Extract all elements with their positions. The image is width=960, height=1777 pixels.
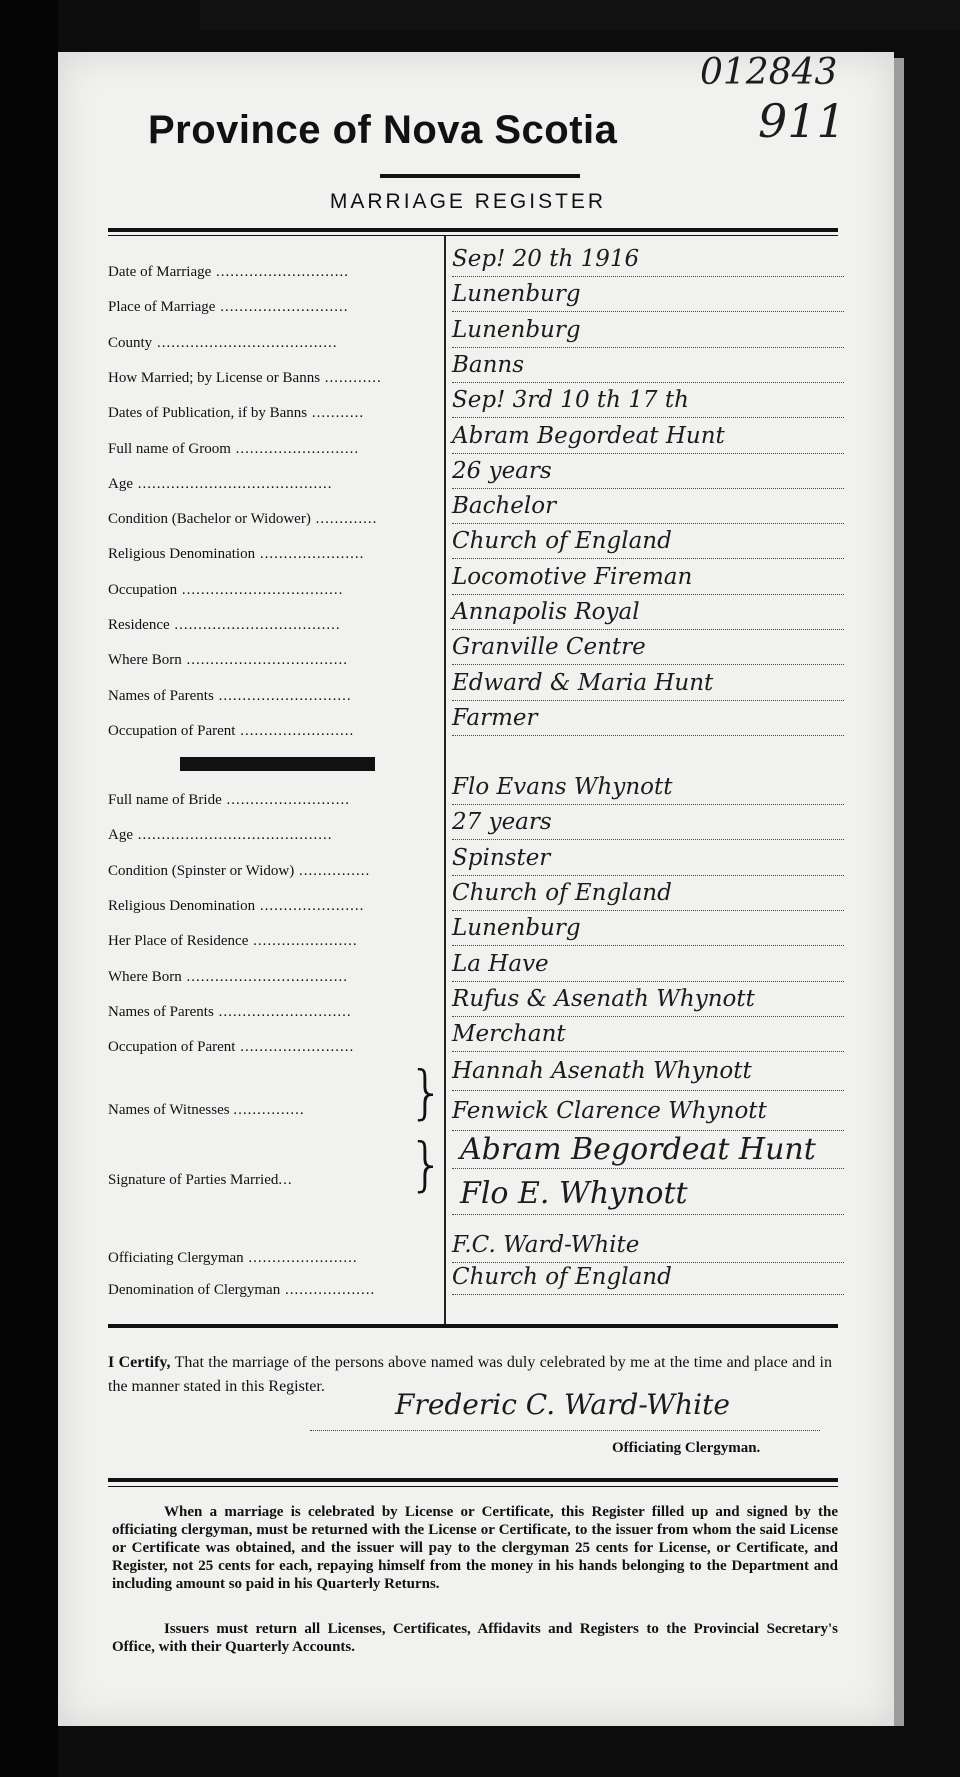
field-value: Locomotive Fireman [452, 563, 693, 590]
field-value: Bachelor [452, 493, 557, 520]
section-separator [180, 757, 375, 771]
body-rule [108, 1324, 838, 1328]
field-label: Where Born .................................. [108, 968, 348, 985]
field-value: Lunenburg [452, 915, 581, 942]
footer-rule-thin [108, 1486, 838, 1487]
field-line [452, 1294, 844, 1295]
certify-lead: I Certify, [108, 1354, 171, 1371]
signature-line [452, 1214, 844, 1215]
form-subtitle: MARRIAGE REGISTER [329, 190, 607, 213]
field-value: Rufus & Asenath Whynott [452, 985, 755, 1012]
footer-rule [108, 1478, 838, 1482]
field-label: Condition (Spinster or Widow) ............... [108, 862, 371, 879]
field-label: Occupation of Parent ........................ [108, 722, 355, 739]
clergy-signature: Frederic C. Ward-White [395, 1388, 730, 1421]
field-line [452, 804, 844, 805]
bride-signature: Flo E. Whynott [460, 1176, 688, 1211]
field-value: Edward & Maria Hunt [452, 669, 714, 696]
field-label: How Married; by License or Banns ............ [108, 369, 382, 386]
field-label: Condition (Bachelor or Widower) ............. [108, 511, 378, 528]
field-label: Religious Denomination ...................... [108, 897, 365, 914]
issuer-notice [112, 1620, 838, 1656]
form-title: Province of Nova Scotia [148, 108, 618, 152]
field-line [452, 629, 844, 630]
field-line [452, 488, 844, 489]
field-line [452, 875, 844, 876]
signatures-brace: } [408, 1130, 445, 1198]
field-line [452, 1016, 844, 1017]
signature-line [452, 1168, 844, 1169]
groom-signature: Abram Begordeat Hunt [460, 1132, 816, 1167]
field-line [452, 700, 844, 701]
field-label: Residence ................................... [108, 617, 341, 633]
field-line [452, 453, 844, 454]
field-line [452, 382, 844, 383]
witness-line [452, 1130, 844, 1131]
field-value: Lunenburg [452, 316, 581, 343]
field-label: Where Born .................................. [108, 652, 348, 669]
field-line [452, 945, 844, 946]
field-label: Religious Denomination ...................... [108, 546, 365, 563]
field-label: Names of Parents ............................ [108, 687, 352, 704]
license-notice [112, 1503, 838, 1593]
field-value: Lunenburg [452, 281, 581, 308]
field-line [452, 1262, 844, 1263]
field-line [452, 347, 844, 348]
field-label: Full name of Groom .......................... [108, 440, 360, 457]
field-label: Occupation of Parent ........................ [108, 1039, 355, 1056]
witness-line [452, 1090, 844, 1091]
field-label: Officiating Clergyman ....................... [108, 1250, 358, 1266]
field-value: Abram Begordeat Hunt [452, 422, 725, 449]
notice-paragraph: When a marriage is celebrated by License or Certificate, this Register filled up and signed by the officiating clergyman, must be returned with the License or Certificate, to the issuer from whom the said License or Certificate was obtained, and the issuer will pay to the clergyman 25 cents for License, or Certificate, and Register, not 25 cents for each, repaying himself from the money in his hands belonging to the Department and including amount so paid in his Quarterly Returns. [112, 1504, 838, 1592]
field-value: Banns [452, 351, 525, 378]
title-rule [380, 174, 580, 178]
field-line [452, 523, 844, 524]
field-line [452, 276, 844, 277]
field-line [452, 664, 844, 665]
header-rule-thin [108, 235, 838, 236]
field-value: Granville Centre [452, 634, 646, 661]
paper-edge [894, 58, 904, 1726]
field-line [452, 910, 844, 911]
field-line [452, 594, 844, 595]
field-label: Occupation .................................. [108, 581, 344, 598]
field-value: Sep! 3rd 10 th 17 th [452, 387, 689, 414]
register-number: 012843 [700, 52, 838, 93]
field-value: Church of England [452, 1264, 672, 1290]
witnesses-brace: } [408, 1058, 445, 1126]
field-value: Flo Evans Whynott [452, 774, 673, 800]
notice-paragraph: Issuers must return all Licenses, Certificates, Affidavits and Registers to the Provincial Secretary's Office, with their Quarterly Accounts. [112, 1621, 838, 1655]
field-value: Merchant [452, 1021, 566, 1048]
clergy-signature-line [310, 1430, 820, 1431]
header-rule [108, 228, 838, 232]
certify-text: That the marriage of the persons above named was duly celebrated by me at the time and place and in the manner stated in this Register. [108, 1354, 832, 1395]
field-value: F.C. Ward-White [452, 1232, 640, 1258]
field-value: Church of England [452, 879, 672, 906]
field-line [452, 558, 844, 559]
scan-border-left [0, 0, 58, 1777]
field-value: Farmer [452, 704, 538, 731]
field-line [452, 735, 844, 736]
field-value: Church of England [452, 528, 672, 555]
field-line [452, 839, 844, 840]
field-label: Dates of Publication, if by Banns ........... [108, 405, 365, 422]
field-value: La Have [452, 950, 549, 977]
field-value: Annapolis Royal [452, 599, 640, 625]
field-value: 27 years [452, 809, 552, 836]
field-label: Place of Marriage ........................... [108, 299, 349, 316]
field-label: Age ......................................... [108, 475, 333, 492]
field-label: Date of Marriage ............................ [108, 264, 350, 280]
field-line [452, 311, 844, 312]
clergy-caption: Officiating Clergyman. [612, 1440, 761, 1456]
witness-1: Hannah Asenath Whynott [452, 1058, 752, 1084]
field-value: 26 years [452, 457, 552, 484]
witnesses-label: Names of Witnesses ............... [108, 1102, 305, 1118]
field-label: Full name of Bride .......................... [108, 792, 350, 808]
signatures-label: Signature of Parties Married... [108, 1172, 293, 1188]
page-number: 911 [758, 94, 846, 148]
field-label: Her Place of Residence ...................... [108, 933, 358, 950]
field-line [452, 981, 844, 982]
field-line [452, 417, 844, 418]
scan-border-top [200, 0, 960, 30]
field-value: Sep! 20 th 1916 [452, 246, 640, 272]
field-value: Spinster [452, 844, 551, 871]
field-label: Names of Parents ............................ [108, 1003, 352, 1020]
field-label: Age ......................................... [108, 827, 333, 844]
field-line [452, 1051, 844, 1052]
field-label: Denomination of Clergyman ................... [108, 1282, 376, 1298]
witness-2: Fenwick Clarence Whynott [452, 1098, 767, 1124]
field-label: County ...................................... [108, 334, 338, 351]
